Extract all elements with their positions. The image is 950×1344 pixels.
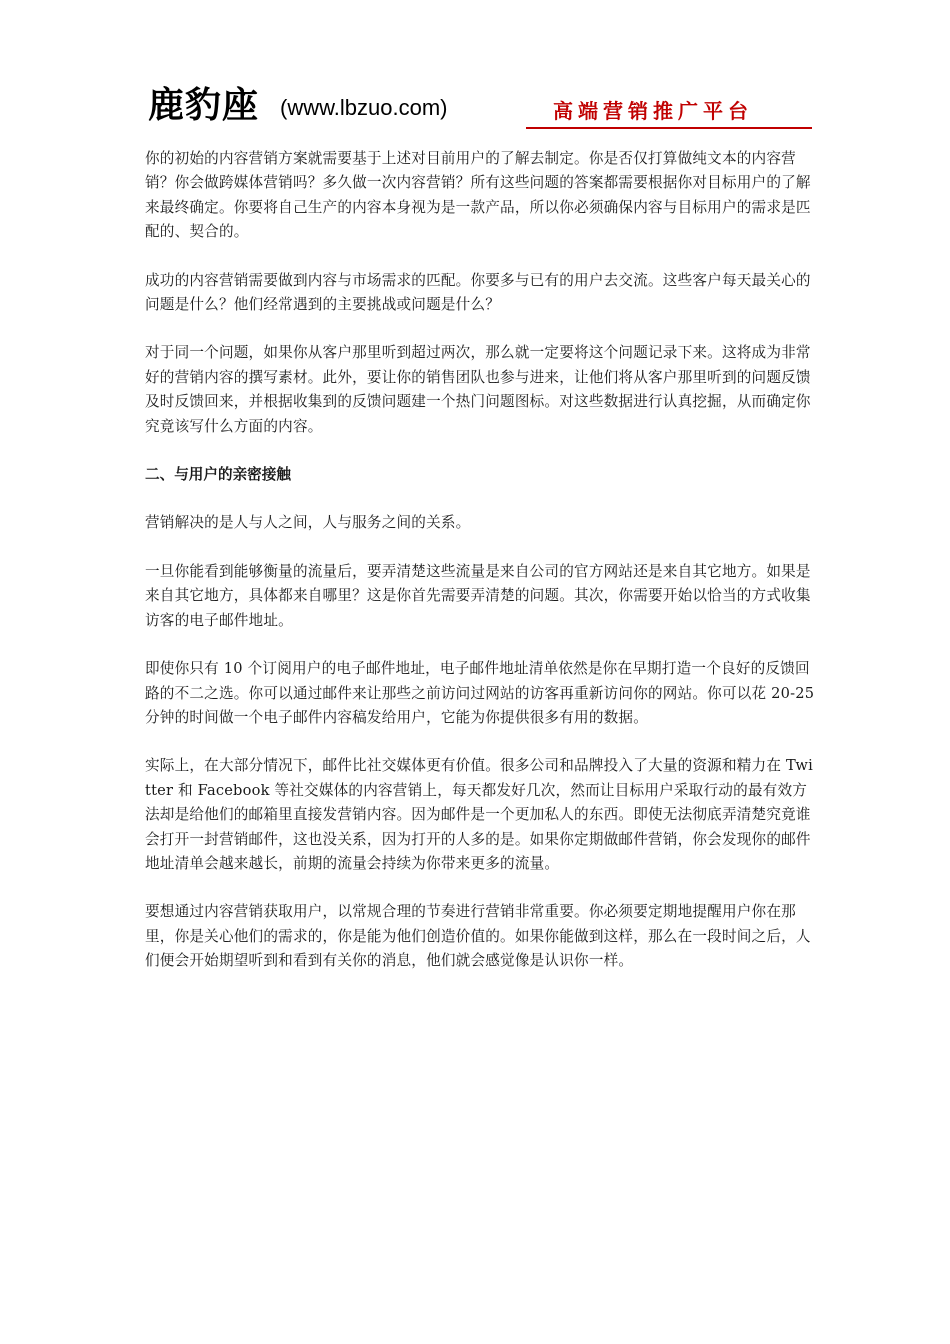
paragraph-8: 要想通过内容营销获取用户，以常规合理的节奏进行营销非常重要。你必须要定期地提醒用户你在那里，你是关心他们的需求的，你是能为他们创造价值的。如果你能做到这样，那么在一段时间之后，人们便会开始期望听到和看到有关你的消息，他们就会感觉像是认识你一样。 [145,903,811,970]
paragraph-7: 实际上，在大部分情况下，邮件比社交媒体更有价值。很多公司和品牌投入了大量的资源和精力在 Twitter 和 Facebook 等社交媒体的内容营销上，每天都发好几次，然而让目标用户采取行动的最有效方法却是给他们的邮箱里直接发营销内容。因为邮件是一个更加私人的东西。即使无法彻底弄清楚究竟谁会打开一封营销邮件，这也没关系，因为打开的人多的是。如果你定期做邮件营销，你会发现你的邮件地址清单会越来越长，前期的流量会持续为你带来更多的流量。 [145,757,813,872]
paragraph-3: 对于同一个问题，如果你从客户那里听到超过两次，那么就一定要将这个问题记录下来。这将成为非常好的营销内容的撰写素材。此外，要让你的销售团队也参与进来，让他们将从客户那里听到的问题反馈及时反馈回来，并根据收集到的反馈问题建一个热门问题图标。对这些数据进行认真挖掘，从而确定你究竟该写什么方面的内容。 [145,344,811,435]
brand-slogan: 高端营销推广平台 [553,99,753,123]
brand-logo: 鹿豹座 [148,85,260,126]
header-divider [526,127,812,129]
article-body [145,147,817,998]
page-header [148,84,812,130]
paragraph-1: 你的初始的内容营销方案就需要基于上述对目前用户的了解去制定。你是否仅打算做纯文本的内容营销？你会做跨媒体营销吗？多久做一次内容营销？所有这些问题的答案都需要根据你对目标用户的了解来最终确定。你要将自己生产的内容本身视为是一款产品，所以你必须确保内容与目标用户的需求是匹配的、契合的。 [145,150,811,241]
paragraph-6: 即使你只有 10 个订阅用户的电子邮件地址，电子邮件地址清单依然是你在早期打造一个良好的反馈回路的不二之选。你可以通过邮件来让那些之前访问过网站的访客再重新访问你的网站。你可以花 20-25 分钟的时间做一个电子邮件内容稿发给用户，它能为你提供很多有用的数据。 [145,660,815,726]
paragraph-4: 营销解决的是人与人之间，人与服务之间的关系。 [145,514,471,532]
section-heading-2: 二、与用户的亲密接触 [145,466,291,484]
paragraph-2: 成功的内容营销需要做到内容与市场需求的匹配。你要多与已有的用户去交流。这些客户每天最关心的问题是什么？他们经常遇到的主要挑战或问题是什么？ [145,271,811,314]
paragraph-5: 一旦你能看到能够衡量的流量后，要弄清楚这些流量是来自公司的官方网站还是来自其它地方。如果是来自其它地方，具体都来自哪里？这是你首先需要弄清楚的问题。其次，你需要开始以恰当的方式收集访客的电子邮件地址。 [145,562,811,629]
site-url: (www.lbzuo.com) [280,95,448,120]
